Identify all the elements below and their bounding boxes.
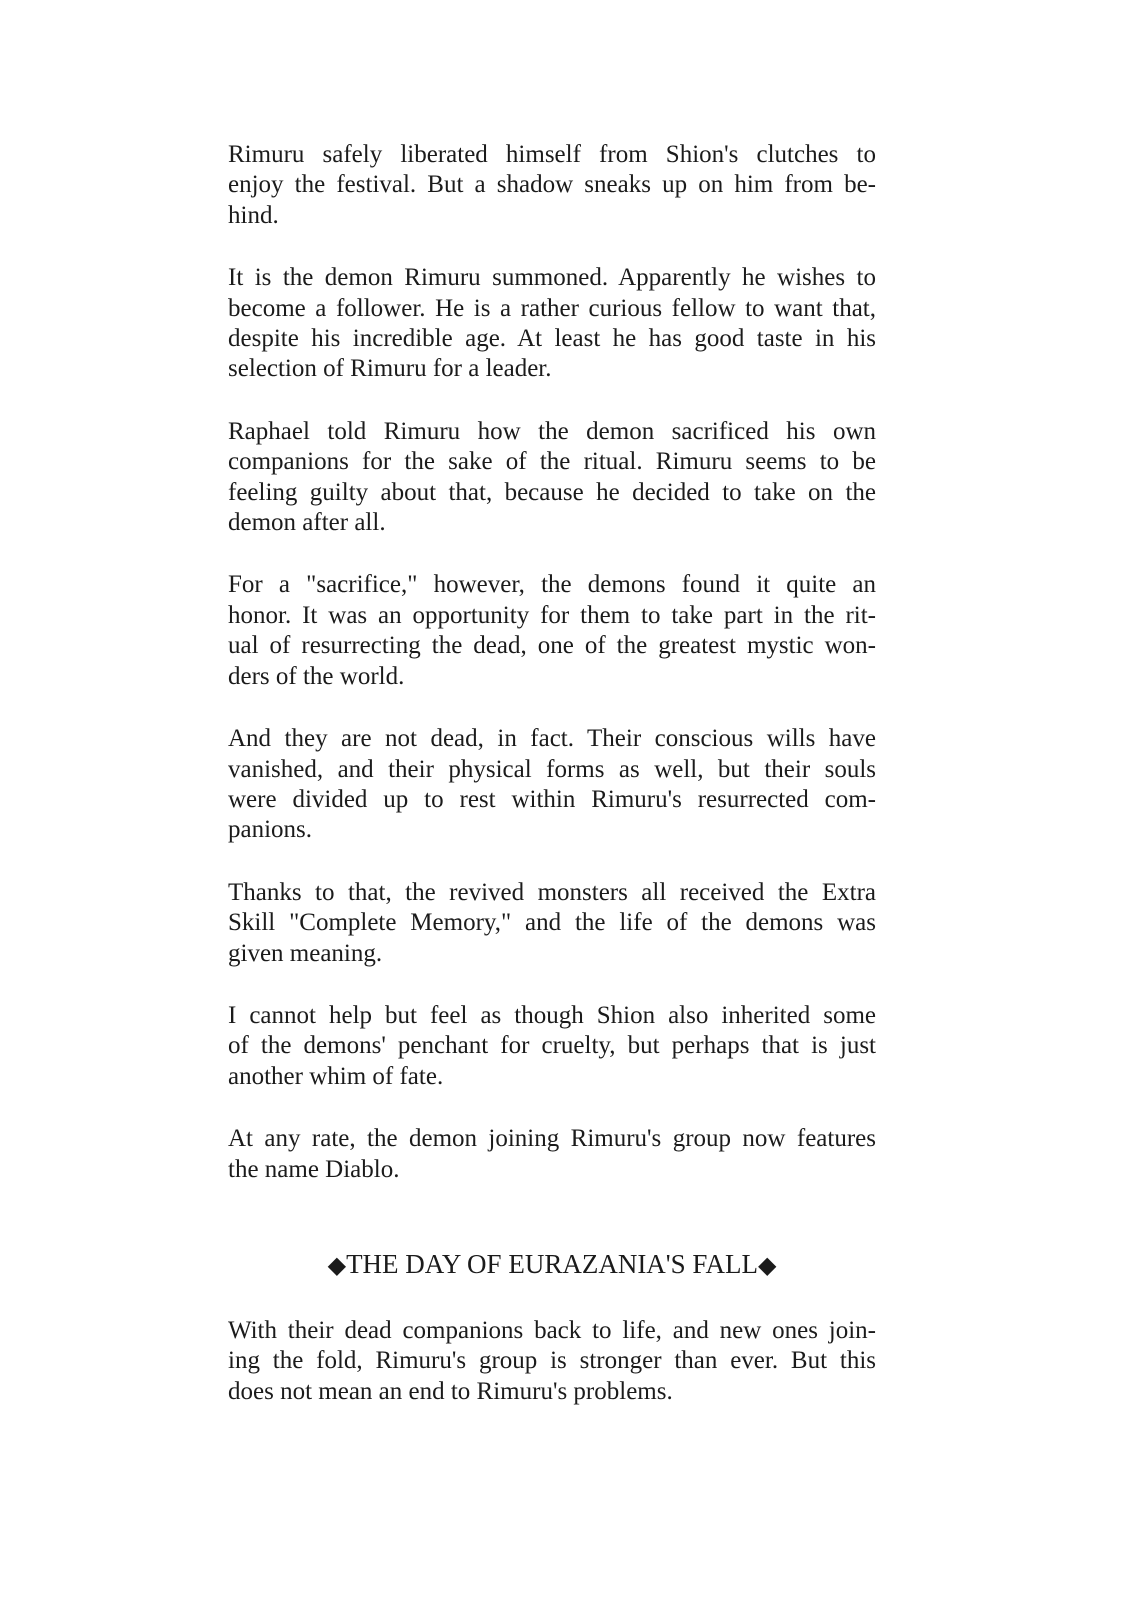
paragraph [228, 1001, 876, 1092]
paragraph [228, 570, 876, 692]
text-line: vanished, and their physical forms as well, but their souls [228, 755, 876, 783]
paragraph [228, 1124, 876, 1185]
paragraph [228, 140, 876, 231]
text-line: enjoy the festival. But a shadow sneaks up on him from be- [228, 171, 876, 199]
text-line: ual of resurrecting the dead, one of the greatest mystic won- [228, 632, 876, 660]
section-heading [228, 1246, 876, 1283]
text-line: ders of the world. [228, 662, 405, 690]
paragraph [228, 1316, 876, 1407]
diamond-right-icon: ◆ [757, 1250, 777, 1279]
text-line: Rimuru safely liberated himself from Shion's clutches to [228, 141, 876, 168]
section-heading-text: THE DAY OF EURAZANIA'S FALL [346, 1248, 758, 1279]
paragraph [228, 263, 876, 385]
text-line: ing the fold, Rimuru's group is stronger than ever. But this [228, 1347, 876, 1375]
paragraph [228, 724, 876, 846]
paragraph [228, 417, 876, 539]
text-line: At any rate, the demon joining Rimuru's group now features [228, 1125, 876, 1153]
text-line: And they are not dead, in fact. Their conscious wills have [228, 725, 876, 753]
text-line: another whim of fate. [228, 1062, 444, 1090]
text-line: Thanks to that, the revived monsters all received the Extra [228, 878, 876, 906]
text-line: It is the demon Rimuru summoned. Apparently he wishes to [228, 264, 876, 292]
text-line: demon after all. [228, 509, 386, 537]
text-line: I cannot help but feel as though Shion also inherited some [228, 1001, 876, 1029]
diamond-left-icon: ◆ [327, 1250, 347, 1279]
text-line: given meaning. [228, 939, 383, 967]
text-line: the name Diablo. [228, 1155, 400, 1183]
text-line: selection of Rimuru for a leader. [228, 355, 552, 383]
text-line: companions for the sake of the ritual. Rimuru seems to be [228, 448, 876, 476]
text-line: despite his incredible age. At least he has good taste in his [228, 325, 876, 353]
paragraph [228, 878, 876, 969]
text-line: Raphael told Rimuru how the demon sacrificed his own [228, 417, 876, 445]
text-line: of the demons' penchant for cruelty, but perhaps that is just [228, 1032, 876, 1060]
text-line: With their dead companions back to life, and new ones join- [228, 1316, 876, 1344]
text-line: feeling guilty about that, because he decided to take on the [228, 478, 876, 506]
text-line: become a follower. He is a rather curious fellow to want that, [228, 294, 876, 322]
text-line: Skill "Complete Memory," and the life of the demons was [228, 909, 876, 937]
text-column [228, 140, 876, 1407]
text-line: panions. [228, 816, 313, 844]
text-line: honor. It was an opportunity for them to take part in the rit- [228, 601, 876, 629]
text-line: does not mean an end to Rimuru's problems. [228, 1377, 673, 1405]
text-line: For a "sacrifice," however, the demons found it quite an [228, 571, 876, 599]
text-line: hind. [228, 201, 279, 229]
text-line: were divided up to rest within Rimuru's resurrected com- [228, 785, 876, 813]
